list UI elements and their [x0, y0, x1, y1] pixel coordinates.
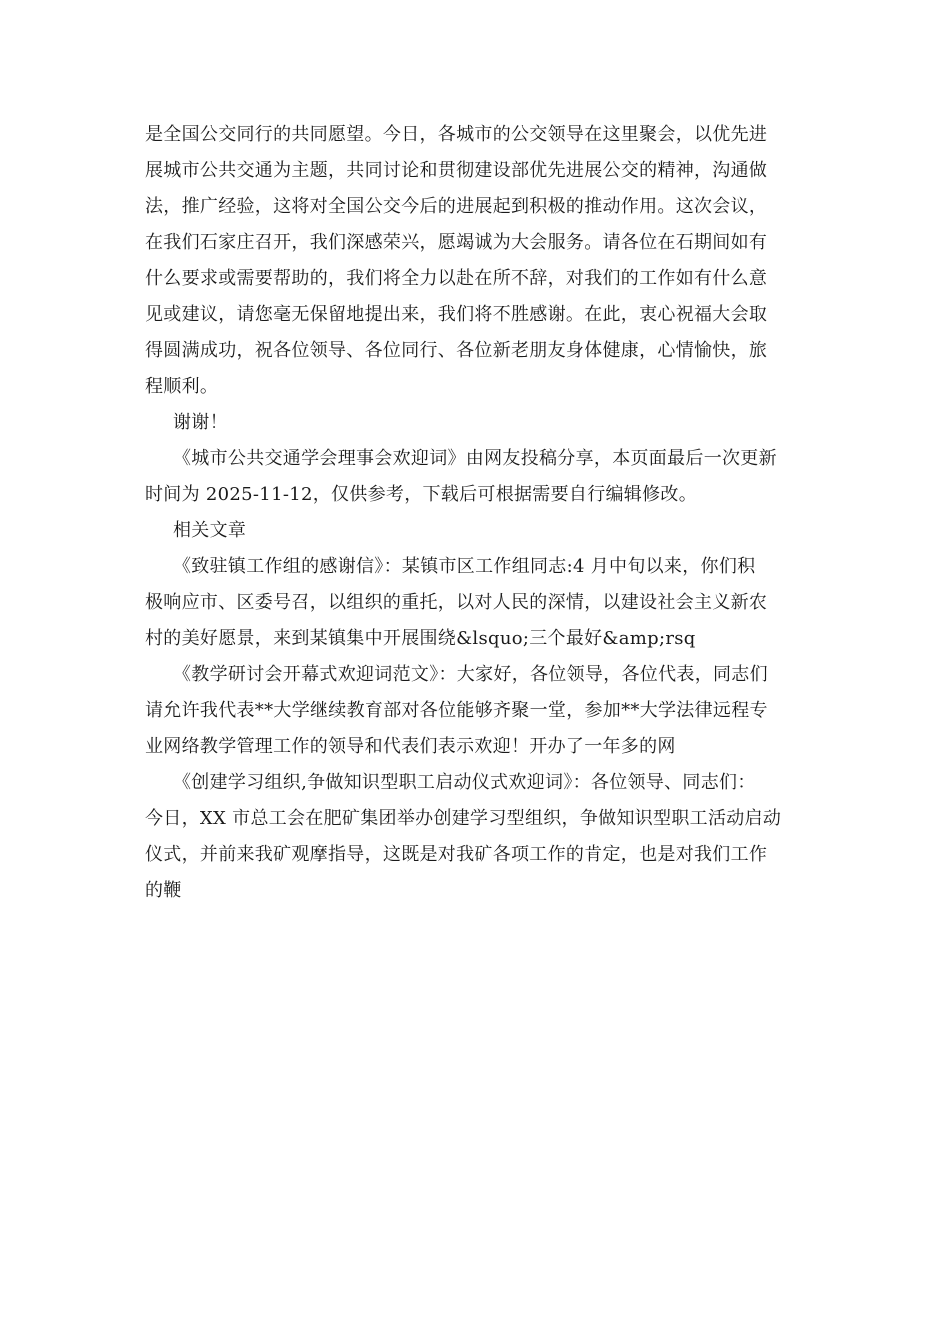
text-line: 的鞭: [145, 880, 182, 901]
text-line: 程顺利。: [145, 376, 219, 397]
text-line: 在我们石家庄召开，我们深感荣兴，愿竭诚为大会服务。请各位在石期间如有: [145, 232, 768, 253]
text-line: 谢谢！: [173, 412, 228, 433]
text-line: 时间为 2025-11-12，仅供参考，下载后可根据需要自行编辑修改。: [145, 484, 697, 505]
paragraph-related-2: [145, 657, 810, 765]
text-line: 什么要求或需要帮助的，我们将全力以赴在所不辞，对我们的工作如有什么意: [145, 268, 768, 289]
document-body: [145, 117, 810, 909]
text-line: 相关文章: [173, 520, 247, 541]
text-line: 今日，XX 市总工会在肥矿集团举办创建学习型组织，争做知识型职工活动启动: [145, 808, 782, 829]
text-line: 极响应市、区委号召，以组织的重托，以对人民的深情，以建设社会主义新农: [145, 592, 768, 613]
text-line: 法，推广经验，这将对全国公交今后的进展起到积极的推动作用。这次会议，: [145, 196, 768, 217]
text-line: 见或建议，请您毫无保留地提出来，我们将不胜感谢。在此，衷心祝福大会取: [145, 304, 768, 325]
paragraph-related-3: [145, 765, 810, 909]
paragraph-closing-speech: [145, 117, 810, 405]
text-line: 仪式，并前来我矿观摩指导，这既是对我矿各项工作的肯定，也是对我们工作: [145, 844, 768, 865]
text-line: 展城市公共交通为主题，共同讨论和贯彻建设部优先进展公交的精神，沟通做: [145, 160, 768, 181]
paragraph-thanks: [145, 405, 810, 441]
text-line: 《城市公共交通学会理事会欢迎词》由网友投稿分享，本页面最后一次更新: [173, 448, 777, 469]
text-line: 业网络教学管理工作的领导和代表们表示欢迎！开办了一年多的网: [145, 736, 676, 757]
text-line: 得圆满成功，祝各位领导、各位同行、各位新老朋友身体健康，心情愉快，旅: [145, 340, 768, 361]
paragraph-related-heading: [145, 513, 810, 549]
text-line: 《创建学习组织,争做知识型职工启动仪式欢迎词》：各位领导、同志们：: [173, 772, 756, 793]
text-line: 《致驻镇工作组的感谢信》：某镇市区工作组同志:4 月中旬以来，你们积: [173, 556, 756, 577]
text-line: 《教学研讨会开幕式欢迎词范文》：大家好，各位领导，各位代表，同志们: [173, 664, 768, 685]
text-line: 请允许我代表**大学继续教育部对各位能够齐聚一堂，参加**大学法律远程专: [145, 700, 768, 721]
text-line: 村的美好愿景，来到某镇集中开展围绕&lsquo;三个最好&amp;rsq: [145, 628, 696, 649]
paragraph-related-1: [145, 549, 810, 657]
text-line: 是全国公交同行的共同愿望。今日，各城市的公交领导在这里聚会，以优先进: [145, 124, 768, 145]
paragraph-source-note: [145, 441, 810, 513]
